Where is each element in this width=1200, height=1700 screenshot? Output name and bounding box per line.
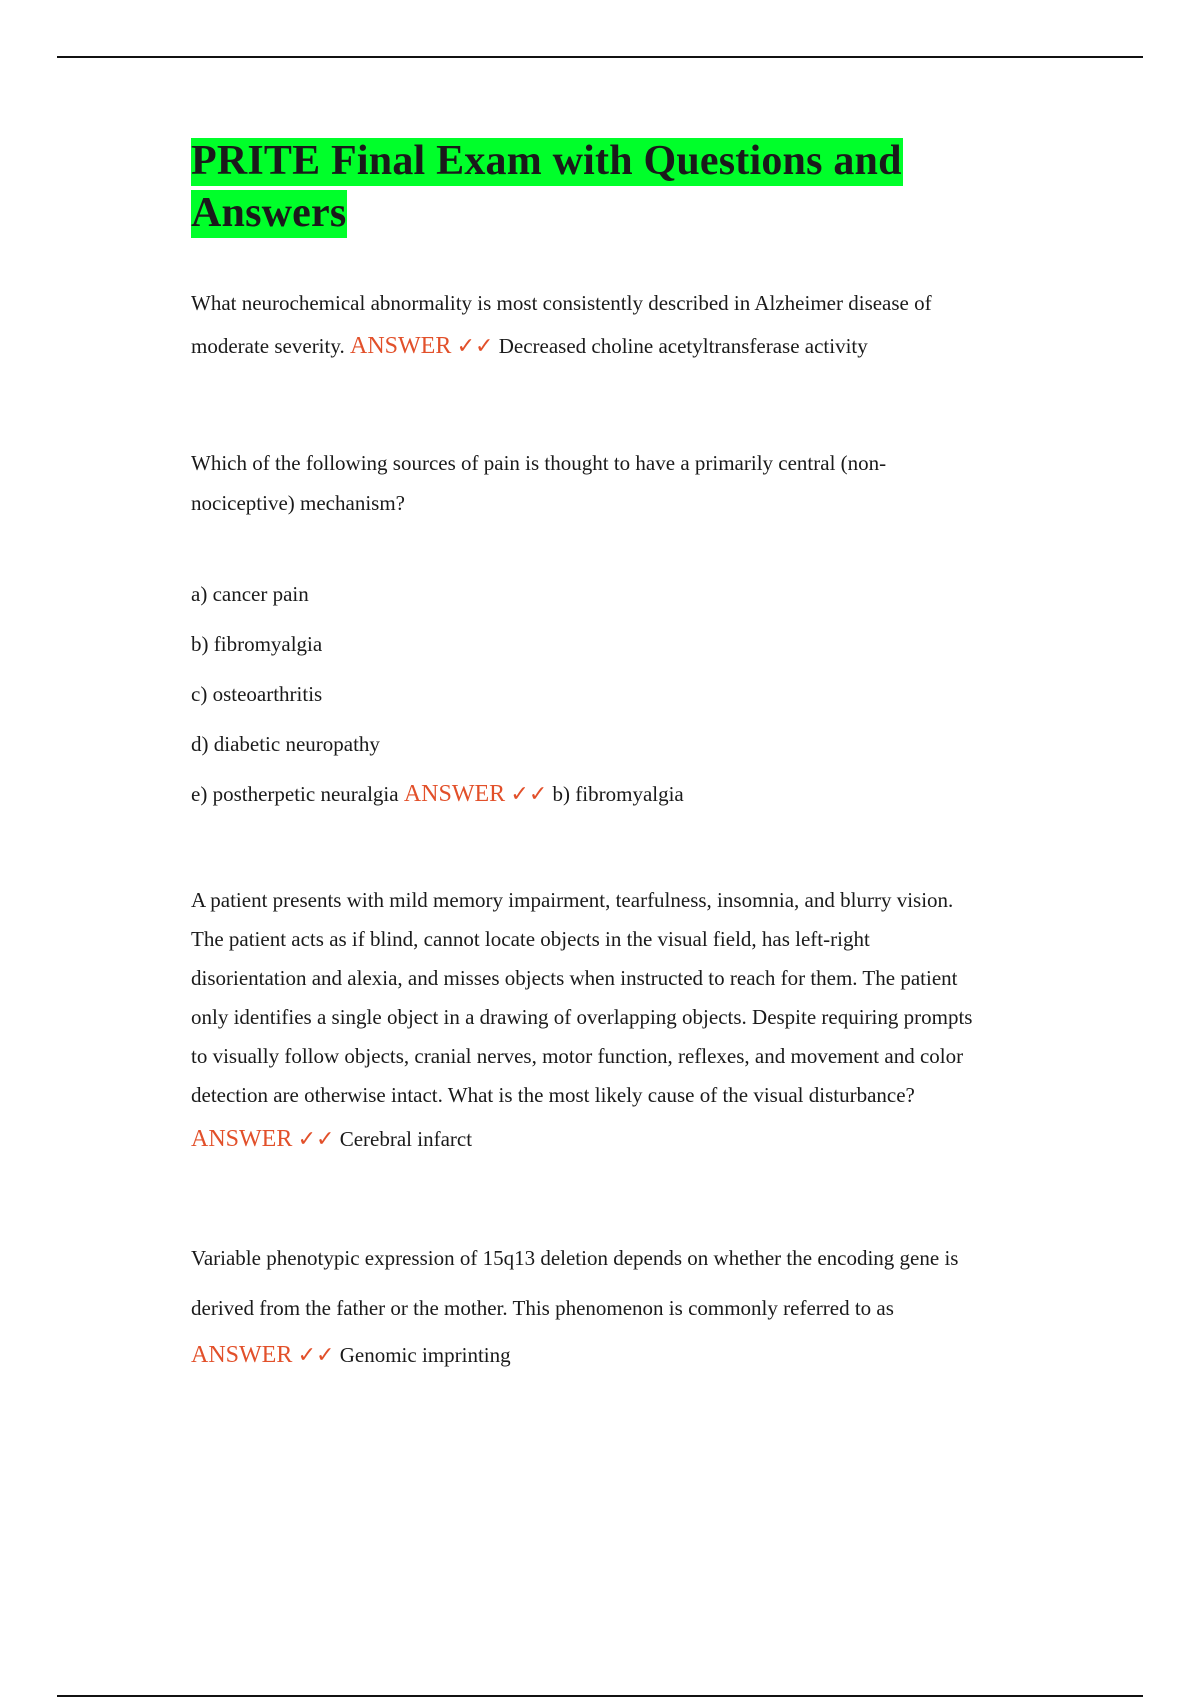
- option-b: b) fibromyalgia: [191, 632, 323, 656]
- question-1-text-line-2: moderate severity.: [191, 334, 345, 358]
- question-3-line-1: A patient presents with mild memory impairment, tearfulness, insomnia, and blurry vision.: [191, 888, 954, 912]
- question-4-answer: Genomic imprinting: [339, 1343, 511, 1367]
- question-4-answer-line: [191, 1333, 1041, 1377]
- question-2-answer: b) fibromyalgia: [552, 782, 684, 806]
- answer-label: ANSWER: [350, 333, 452, 359]
- option-e-line: [191, 769, 1041, 819]
- option-d: d) diabetic neuropathy: [191, 732, 380, 756]
- question-2-options: [191, 569, 1041, 819]
- option-c: c) osteoarthritis: [191, 682, 323, 706]
- question-3-answer: Cerebral infarct: [339, 1127, 473, 1151]
- question-2: [191, 443, 1041, 819]
- double-check-icon: ✓✓: [297, 1342, 335, 1367]
- question-3-line-5: to visually follow objects, cranial nerves, motor function, reflexes, and movement and color: [191, 1044, 964, 1068]
- question-4: [191, 1233, 1041, 1377]
- document-body: [191, 135, 1041, 1377]
- question-3: [191, 881, 1041, 1163]
- question-3-answer-line: [191, 1115, 1041, 1163]
- answer-label: ANSWER: [403, 781, 506, 807]
- answer-label: ANSWER: [191, 1342, 293, 1368]
- top-rule: [57, 56, 1143, 58]
- question-2-text-line-1: Which of the following sources of pain is thought to have a primarily central (non-: [191, 451, 887, 475]
- question-3-line-3: disorientation and alexia, and misses objects when instructed to reach for them. The patient: [191, 966, 958, 990]
- double-check-icon: ✓✓: [510, 781, 548, 806]
- double-check-icon: ✓✓: [456, 333, 494, 358]
- question-1-text-line-1: What neurochemical abnormality is most consistently described in Alzheimer disease of: [191, 291, 932, 315]
- question-3-line-4: only identifies a single object in a drawing of overlapping objects. Despite requiring prompts: [191, 1005, 973, 1029]
- question-1-answer: Decreased choline acetyltransferase activity: [498, 334, 868, 358]
- question-4-text-line-2: derived from the father or the mother. This phenomenon is commonly referred to as: [191, 1296, 894, 1320]
- question-1-line-2: [191, 323, 1041, 369]
- bottom-rule: [57, 1695, 1143, 1697]
- question-1: [191, 283, 1041, 369]
- question-4-text-line-1: Variable phenotypic expression of 15q13 deletion depends on whether the encoding gene is: [191, 1246, 959, 1270]
- question-3-line-6: detection are otherwise intact. What is the most likely cause of the visual disturbance?: [191, 1083, 915, 1107]
- double-check-icon: ✓✓: [297, 1126, 335, 1151]
- answer-label: ANSWER: [191, 1126, 293, 1152]
- title-line-2: Answers: [191, 190, 347, 236]
- title-line-1: PRITE Final Exam with Questions and: [191, 138, 902, 184]
- option-e: e) postherpetic neuralgia: [191, 782, 399, 806]
- question-2-text-line-2: nociceptive) mechanism?: [191, 491, 405, 515]
- question-3-line-2: The patient acts as if blind, cannot locate objects in the visual field, has left-right: [191, 927, 870, 951]
- option-a: a) cancer pain: [191, 582, 309, 606]
- page-title: [191, 135, 1041, 239]
